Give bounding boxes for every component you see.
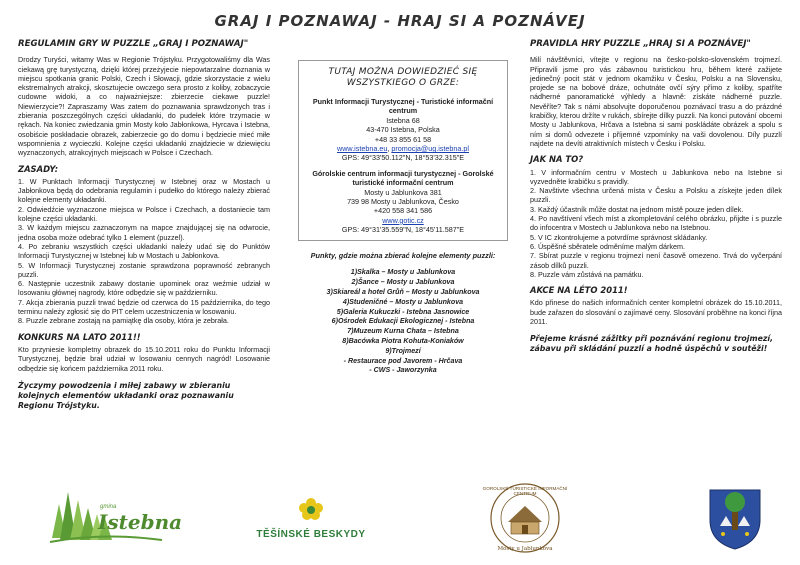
- polish-rule: 3. W każdym miejscu zaznaczonym na mapce znajdującej się na odwrocie, jedna osoba może odebrać tylko 1 element (puzzel).: [18, 223, 270, 242]
- cz-center-city: 739 98 Mosty u Jablunkova, Česko: [347, 197, 459, 207]
- pl-center-gps: GPS: 49°33'50.112"N, 18°53'32.315"E: [341, 153, 465, 163]
- point-item: - Restaurace pod Javorem - Hrčava: [343, 356, 463, 365]
- coat-of-arms-icon: [706, 486, 764, 552]
- polish-rule: 6. Następnie uczestnik zabawy dostanie upominek oraz weźmie udział w losowaniu głównej nagrody, które odbędzie się w październiku.: [18, 279, 270, 298]
- istebna-gmina-text: gmina: [100, 504, 117, 510]
- logo-strip: [0, 478, 800, 558]
- collection-points: [298, 251, 508, 377]
- pl-web-link[interactable]: www.istebna.eu: [337, 144, 388, 154]
- czech-rule: 8. Puzzle vám zůstává na památku.: [530, 269, 644, 279]
- pl-email-link[interactable]: promocja@ug.istebna.pl: [391, 144, 469, 154]
- polish-rule: 1. W Punktach Informacji Turystycznej w Istebnej oraz w Mostach u Jabłonkova będą do odebrania regulamin i pudełko do którego należy zbierać kolejne elementy układanki.: [18, 176, 270, 205]
- point-item: 4)Studeničné – Mosty u Jablunkova: [342, 297, 464, 306]
- beskydy-text: TĚŠÍNSKÉ BESKYDY: [256, 529, 366, 540]
- page-title: GRAJ I POZNAWAJ - HRAJ SI A POZNÁVEJ: [214, 12, 586, 30]
- polish-contest-text: Kto przyniesie kompletny obrazek do 15.10.2011 roku do Punktu Informacji Turystycznej, będzie brał udział w losowaniu cennych nagród! Losowanie odbędzie się końcem października 2011 roku.: [18, 344, 270, 373]
- flower-icon: [291, 494, 331, 524]
- cz-center-street: Mosty u Jablunkova 381: [364, 187, 442, 197]
- point-item: 5)Galeria Kukuczki - Istebna Jasnowice: [336, 307, 470, 316]
- pl-center-city: 43-470 Istebna, Polska: [366, 125, 440, 135]
- czech-action-text: Kdo přinese do našich informačních center kompletní obrázek do 15.10.2011, bude zařazen do slosování o zajímavé ceny. Slosování proběhne na konci října 2011.: [530, 298, 782, 327]
- polish-rule: 5. W Informacji Turystycznej zostanie sprawdzona poprawność zebranych puzzli.: [18, 260, 270, 279]
- cz-web-link[interactable]: www.gotic.cz: [382, 215, 424, 225]
- polish-rules-column: [18, 40, 270, 411]
- czech-rules-column: [530, 40, 782, 354]
- polish-slogan: Życzymy powodzenia i miłej zabawy w zbieraniu kolejnych elementów układanki oraz poznawaniu Regionu Trójstyku.: [18, 380, 234, 410]
- point-item: 3)Skiareál a hotel Grůň – Mosty u Jablunkova: [326, 288, 480, 297]
- center-column: [298, 60, 508, 376]
- info-box: [298, 60, 508, 241]
- polish-rule: 8. Puzzle zebrane zostają na pamiątkę dla osoby, która je zebrała.: [18, 316, 229, 326]
- czech-rule: 6. Úspěšné sběratele odměníme malým dárkem.: [530, 241, 685, 251]
- polish-zasady-heading: ZASADY:: [18, 163, 59, 174]
- point-item: 2)Šance – Mosty u Jablunkova: [351, 278, 455, 287]
- point-item: 9)Trojmezí: [385, 346, 421, 355]
- point-item: 7)Muzeum Kurna Chata – Istebna: [347, 327, 459, 336]
- istebna-name-text: Istebna: [98, 510, 183, 534]
- polish-contest-heading: KONKURS NA LATO 2011!!: [18, 331, 141, 342]
- polish-rule: 4. Po zebraniu wszystkich części układanki należy udać się do Punktów Informacji Turystycznej w Istebnej lub w Mostach u Jabłonkova.: [18, 241, 270, 261]
- czech-action-heading: AKCE NA LÉTO 2011!: [530, 285, 628, 296]
- point-item: - CWS - Jaworzynka: [369, 366, 437, 375]
- gotic-logo: [480, 480, 570, 560]
- czech-intro: Milí návštěvníci, vítejte v regionu na česko-polsko-slovenském trojmezí. Připravili jsme pro vás zábavnou turistickou hru, během které zažijete jedinečný pocit stát v jednom okamžiku v Česku, Polsku a na Slovensku, projede se na bobové dráze, ochutnáte ovčí sýry přímo z koliby, spatříte nádherné panoramatické výhledy a hlavně: získáte nádherné puzzle. Nevěříte? Tak s námi absolvujte doporučenou poznávací trasu a do prázdné krabičky, kterou držíte v rukách, sbírejte dílky puzzli. Na konci putování obcemi Mosty u Jablunkova, Hrčava a Istebna si sami poskládáte obrázek a spolu s ním si domů odvezete i příjemné vzpomínky na vaši dovolenou. Díly puzzlí najdete na devíti atraktivních místech v Česku i Polsku.: [530, 55, 782, 148]
- pl-center-street: Istebna 68: [386, 115, 420, 125]
- gotic-bottom-text: Mosty u Jablunkova: [497, 546, 553, 552]
- czech-rule: 3. Každý účastník může dostat na jednom místě pouze jeden dílek.: [530, 204, 744, 214]
- czech-rule: 2. Navštivte všechna určená místa v Česku a Polsku a získejte jeden dílek puzzli.: [530, 186, 782, 205]
- czech-rule: 1. V informačním centru v Mostech u Jablunkova nebo na Istebne si vyzvedněte krabičku s pravidly.: [530, 167, 782, 186]
- polish-rule: 2. Odwiedźcie wyznaczone miejsca w Polsce i Czechach, a dostaniecie tam kolejne części układanki.: [18, 204, 270, 224]
- point-item: 1)Skalka – Mosty u Jablunkova: [350, 268, 456, 277]
- czech-rule: 7. Sbírat puzzle v regionu trojmezí není časově omezeno. Trvá do vyčerpání zásob dílků puzzli.: [530, 251, 782, 270]
- gotic-ring-text: GOROLSKÉ TURISTICKÉ INFORMAČNÍ CENTRUM: [482, 486, 568, 496]
- cz-center-name: Górolskie centrum informacji turystycznej - Gorolské turistické informační centrum: [312, 168, 494, 188]
- istebna-logo: [42, 482, 183, 550]
- polish-rule: 7. Akcja zbierania puzzli trwać będzie od czerwca do 15 października, do tego terminu należy zgłosić się do PIT celem uczestniczenia w losowaniu.: [18, 297, 270, 317]
- beskydy-logo: [255, 494, 367, 550]
- point-item: 6)Ośrodek Edukacji Ekologicznej - Istebna: [331, 317, 475, 326]
- point-item: 8)Bacówka Piotra Kohuta-Koniaków: [342, 337, 464, 346]
- polish-intro: Drodzy Turyści, witamy Was w Regionie Trójstyku. Przygotowaliśmy dla Was ciekawą grę turystyczną, dzięki której przeżyjecie niepowtarzalne doznania w miejscu spotkania granic Polski, Czech i Słowacji, gdzie skorzystacie z wielu ekstremalnych atrakcji, skosztujecie owczego sera prosto z koliby, zobaczycie cudowne widoki, a co najważniejsze: zbierzecie ciekawe puzzle! Niewierzycie?! Zapraszamy Was zatem do poznawania sprawdzonych tras i zbierania poszczególnych części układanki, do pudełek które trzymacie w rękach. Na koniec zwiedzania gmin Mosty koło Jabłonkowa, Hyrcava i Istebna, osobiście poskładacie obrazek, zabierzecie go do domu i będziecie mieć miłe wspomnienia z wycieczki. Kolejne części układanki znajdziecie w dziewięciu wyznaczonych, atrakcyjnych miejscach w Polsce i Czechach.: [18, 55, 270, 158]
- czech-rules-heading: PRAVIDLA HRY PUZZLE „HRAJ SI A POZNÁVEJ": [530, 39, 751, 49]
- czech-rule: 5. V IC zkontrolujeme a potvrdíme správnost skládanky.: [530, 232, 708, 242]
- czech-how-heading: JAK NA TO?: [530, 154, 584, 165]
- info-box-heading: TUTAJ MOŻNA DOWIEDZIEĆ SIĘ WSZYSTKIEGO O GRZE:: [328, 67, 478, 88]
- cz-center-gps: GPS: 49°31'35.559"N, 18°45'11.587"E: [341, 225, 465, 235]
- points-heading: Punkty, gdzie można zbierać kolejne elementy puzzli:: [310, 250, 496, 260]
- pl-center-contacts: [303, 144, 503, 153]
- czech-rule: 4. Po navštívení všech míst a zkompletování celého obrázku, přijdte i s puzzle do infocentra v Mostech u Jablunkova nebo na Istebnou.: [530, 214, 782, 233]
- pl-center-name: Punkt Informacji Turystycznej - Turistické informační centrum: [312, 97, 494, 116]
- czech-slogan: Přejeme krásné zážitky při poznávání regionu trojmezí, zábavu při skládání puzzlí a hodně úspěchů v soutěži!: [530, 334, 774, 354]
- cz-center-phone: +420 558 341 586: [373, 206, 433, 216]
- coat-of-arms-logo: [706, 486, 764, 552]
- contact-separator: ,: [387, 144, 392, 154]
- pl-center-phone: +48 33 855 61 58: [374, 134, 432, 144]
- polish-rules-heading: REGULAMIN GRY W PUZZLE „GRAJ I POZNAWAJ": [18, 39, 249, 49]
